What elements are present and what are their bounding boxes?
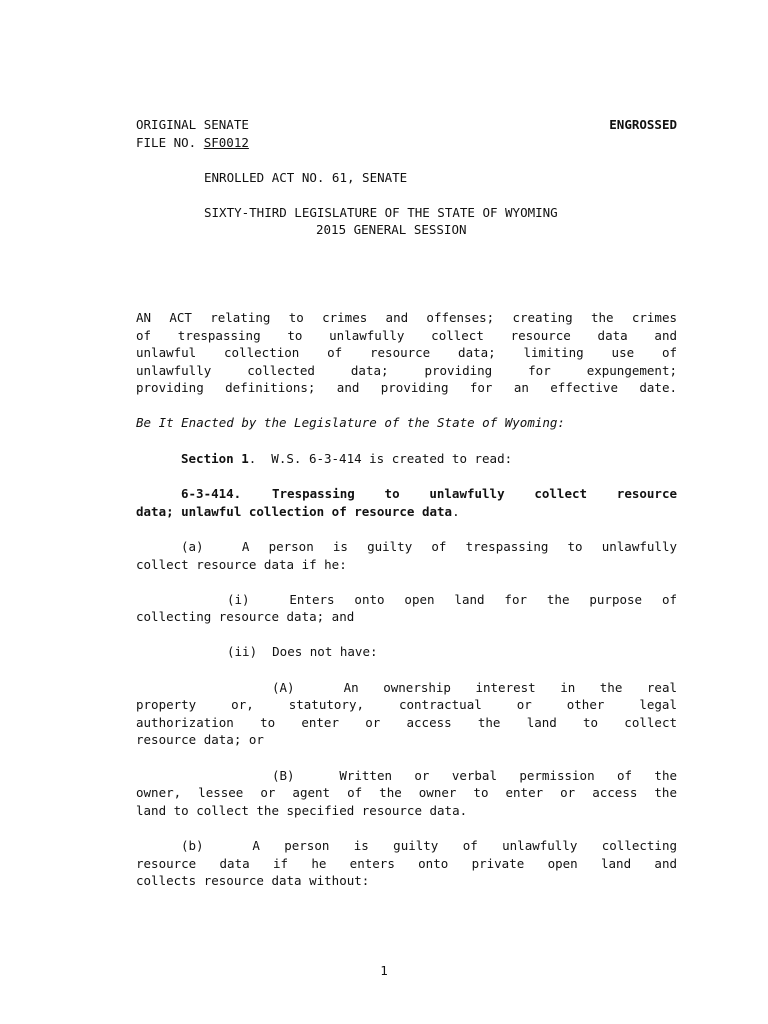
statute-title-period: . — [452, 504, 460, 519]
act-title-line: unlawful collection of resource data; limiting use of — [136, 345, 677, 360]
file-number-line — [136, 134, 677, 151]
act-title-line: of trespassing to unlawfully collect resource data and — [136, 328, 677, 343]
section-1-label: Section 1 — [181, 451, 249, 466]
session-title: 2015 GENERAL SESSION — [316, 222, 467, 237]
statute-heading-line-2 — [136, 503, 677, 520]
act-title-line: AN ACT relating to crimes and offenses; creating the crimes — [136, 310, 677, 325]
subparagraph-B-line: land to collect the specified resource data. — [136, 803, 468, 818]
subparagraph-B-line: (B) Written or verbal permission of the — [272, 768, 677, 783]
legislature-title: SIXTY-THIRD LEGISLATURE OF THE STATE OF WYOMING — [204, 205, 558, 220]
subparagraph-A-line: property or, statutory, contractual or other legal — [136, 697, 677, 712]
page-number: 1 — [380, 963, 388, 978]
paragraph-ii: (ii) Does not have: — [227, 644, 378, 659]
subparagraph-A-line: authorization to enter or access the land to collect — [136, 715, 677, 730]
engrossed-label: ENGROSSED — [609, 117, 677, 132]
statute-number: 6-3-414. — [181, 486, 242, 501]
subparagraph-B-line: owner, lessee or agent of the owner to enter or access the — [136, 785, 677, 800]
section-1-text: . W.S. 6-3-414 is created to read: — [248, 451, 513, 466]
file-no-label: FILE NO. — [136, 135, 204, 150]
paragraph-i-line: collecting resource data; and — [136, 609, 355, 624]
statute-title-part-2: data; unlawful collection of resource data — [136, 504, 453, 519]
act-title-line: providing definitions; and providing for an effective date. — [136, 380, 677, 395]
subparagraph-A-line: resource data; or — [136, 732, 264, 747]
statute-title-part-1: Trespassing to unlawfully collect resource — [272, 486, 677, 501]
file-number: SF0012 — [203, 135, 249, 150]
subsection-b-line: collects resource data without: — [136, 873, 370, 888]
subsection-b-line: (b) A person is guilty of unlawfully collecting — [181, 838, 677, 853]
subsection-b-line: resource data if he enters onto private open land and — [136, 856, 677, 871]
enrolled-act: ENROLLED ACT NO. 61, SENATE — [204, 170, 408, 185]
subsection-a-line: collect resource data if he: — [136, 557, 347, 572]
enacting-clause: Be It Enacted by the Legislature of the State of Wyoming: — [136, 415, 565, 430]
subsection-a-line: (a) A person is guilty of trespassing to unlawfully — [181, 539, 677, 554]
paragraph-i-line: (i) Enters onto open land for the purpose of — [227, 592, 677, 607]
original-senate-label: ORIGINAL SENATE — [136, 117, 249, 132]
act-title-line: unlawfully collected data; providing for expungement; — [136, 363, 677, 378]
statute-heading-line-1 — [181, 485, 677, 502]
section-1-line — [181, 450, 722, 467]
subparagraph-A-line: (A) An ownership interest in the real — [272, 680, 677, 695]
